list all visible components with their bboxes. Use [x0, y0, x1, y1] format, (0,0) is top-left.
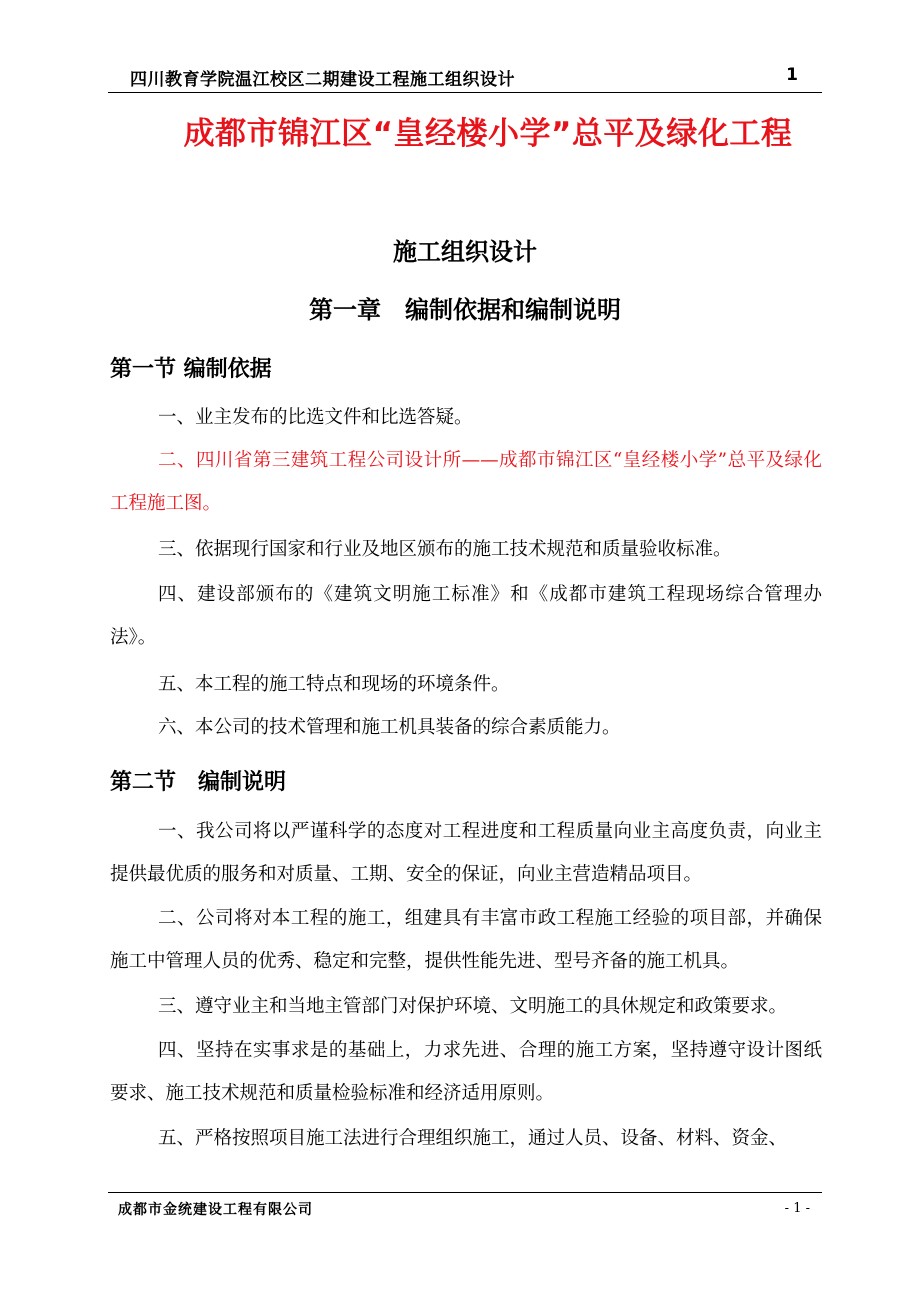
section-heading-basis: 第一节 编制依据 [110, 357, 272, 382]
paragraph-basis-3: 三、依据现行国家和行业及地区颁布的施工技术规范和质量验收标准。 [158, 539, 732, 560]
paragraph-explanation-3: 三、遵守业主和当地主管部门对保护环境、文明施工的具休规定和政策要求。 [158, 996, 788, 1017]
paragraph-explanation-1: 一、我公司将以严谨科学的态度对工程进度和工程质量向业主高度负责，向业主提供最优质的服务和对质量、工期、安全的保证，向业主营造精品项目。 [110, 821, 822, 885]
chapter-heading: 第一章 编制依据和编制说明 [309, 296, 621, 324]
page-header [108, 58, 822, 93]
paragraph-basis-6: 六、本公司的技术管理和施工机具装备的综合素质能力。 [158, 717, 621, 738]
paragraph-basis-1: 一、业主发布的比选文件和比选答疑。 [158, 407, 473, 428]
paragraph-explanation-2: 二、公司将对本工程的施工，组建具有丰富市政工程施工经验的项目部，并确保施工中管理人员的优秀、稳定和完整，提供性能先进、型号齐备的施工机具。 [110, 908, 822, 972]
paragraph-explanation-4: 四、坚持在实事求是的基础上，力求先进、合理的施工方案，坚持遵守设计图纸要求、施工技术规范和质量检验标准和经济适用原则。 [110, 1040, 822, 1104]
footer-page-number: - 1 - [784, 1201, 810, 1216]
section-heading-explanation: 第二节 编制说明 [110, 770, 287, 795]
header-title: 四川教育学院温江校区二期建设工程施工组织设计 [130, 70, 515, 90]
page-footer [108, 1192, 822, 1223]
header-page-number: 1 [786, 65, 798, 85]
document-subtitle: 施工组织设计 [393, 238, 537, 266]
paragraph-basis-2: 二、四川省第三建筑工程公司设计所——成都市锦江区“皇经楼小学”总平及绿化工程施工图。 [110, 450, 822, 514]
paragraph-basis-4: 四、建设部颁布的《建筑文明施工标准》和《成都市建筑工程现场综合管理办法》。 [110, 584, 822, 648]
paragraph-basis-5: 五、本工程的施工特点和现场的环境条件。 [158, 674, 510, 695]
footer-company-name: 成都市金统建设工程有限公司 [118, 1202, 313, 1218]
document-main-title: 成都市锦江区“皇经楼小学”总平及绿化工程 [183, 116, 793, 152]
paragraph-explanation-5: 五、严格按照项目施工法进行合理组织施工，通过人员、设备、材料、资金、 [158, 1128, 788, 1149]
